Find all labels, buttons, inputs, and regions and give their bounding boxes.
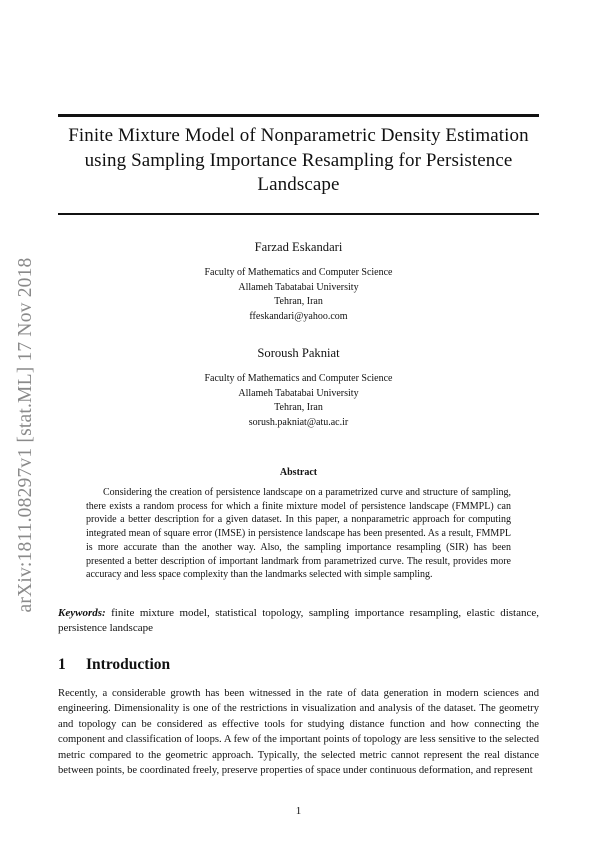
author-name: Farzad Eskandari — [254, 240, 343, 254]
author-university: Allameh Tabatabai University — [238, 387, 359, 399]
author-department: Faculty of Mathematics and Computer Science — [204, 373, 393, 384]
author-department: Faculty of Mathematics and Computer Science — [204, 267, 393, 278]
author-location: Tehran, Iran — [274, 402, 323, 414]
section-heading-introduction — [58, 656, 539, 674]
page-number: 1 — [295, 805, 302, 817]
title-top-rule — [58, 114, 539, 117]
author-location: Tehran, Iran — [274, 296, 323, 308]
keywords-list: finite mixture model, statistical topology, sampling importance resampling, elastic distance, persistence landscape — [58, 607, 539, 634]
abstract-heading: Abstract — [279, 467, 318, 478]
introduction-paragraph: Recently, a considerable growth has been witnessed in the rate of data generation in modern sciences and engineering. Dimensionality is one of the restrictions in visualization and analysis of the dataset. The geometry and topology can be considered as effective tools for studying distance function and how connecting the component and classification of loops. A few of the important points of topology are less sensitive to the selected metric compared to the geometric approach. Typically, the selected metric cannot represent the real distance between points, be coordinated freely, preserve properties of space under continuous deformation, and represent — [58, 688, 539, 777]
section-title: Introduction — [86, 656, 171, 673]
abstract-text: Considering the creation of persistence landscape on a parametrized curve and structure of sampling, there exists a random process for which a finite mixture model of persistence landscape (FMMPL) can provide a better description for a given dataset. In this paper, a nonparametric approach for computing integrated mean of square error (IMSE) in persistence landscape has been presented. As a result, FMMPL is more accurate than the another way. Also, the sampling importance resampling (SIR) has been presented a better description of important landmark from parametrized curve. The result, provides more accuracy and less space complexity than the landmarks selected with simple sampling. — [86, 487, 511, 581]
keywords-paragraph — [58, 606, 539, 636]
arxiv-watermark — [14, 250, 38, 620]
section-number: 1 — [58, 656, 66, 673]
title-bottom-rule — [58, 213, 539, 215]
author-email: ffeskandari@yahoo.com — [249, 310, 348, 322]
author-email: sorush.pakniat@atu.ac.ir — [248, 416, 349, 428]
author-university: Allameh Tabatabai University — [238, 281, 359, 293]
arxiv-identifier: arXiv:1811.08297v1 [stat.ML] 17 Nov 2018 — [15, 257, 36, 613]
keywords-label: Keywords: — [58, 607, 106, 619]
author-name: Soroush Pakniat — [257, 346, 340, 360]
paper-title: Finite Mixture Model of Nonparametric Density Estimation using Sampling Importance Resampling for Persistence Landscape — [68, 125, 529, 195]
